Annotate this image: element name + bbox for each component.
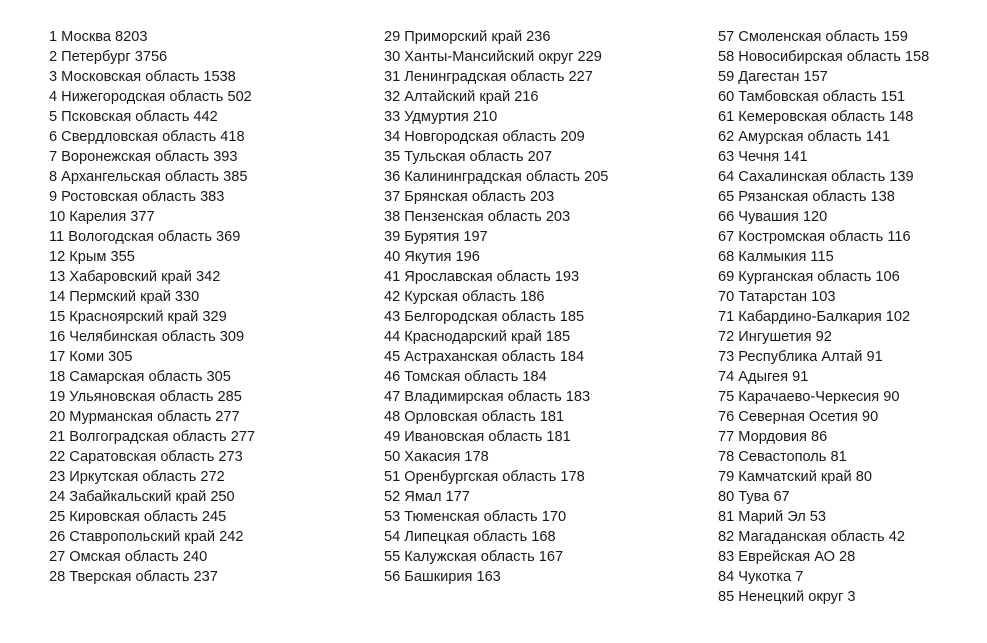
list-item: 4 Нижегородская область 502 — [49, 89, 252, 105]
list-item: 45 Астраханская область 184 — [384, 349, 585, 365]
list-item: 37 Брянская область 203 — [384, 189, 555, 205]
list-item: 17 Коми 305 — [49, 349, 133, 365]
list-item: 49 Ивановская область 181 — [384, 429, 571, 445]
list-item: 73 Республика Алтай 91 — [718, 349, 883, 365]
list-item: 12 Крым 355 — [49, 249, 135, 265]
list-item: 52 Ямал 177 — [384, 489, 470, 505]
list-item: 68 Калмыкия 115 — [718, 249, 834, 265]
list-item: 34 Новгородская область 209 — [384, 129, 585, 145]
list-item: 65 Рязанская область 138 — [718, 189, 895, 205]
list-item: 14 Пермский край 330 — [49, 289, 200, 305]
list-item: 74 Адыгея 91 — [718, 369, 809, 385]
list-item: 85 Ненецкий округ 3 — [718, 589, 856, 605]
list-item: 38 Пензенская область 203 — [384, 209, 571, 225]
list-item: 2 Петербург 3756 — [49, 49, 168, 65]
list-item: 26 Ставропольский край 242 — [49, 529, 244, 545]
list-item: 16 Челябинская область 309 — [49, 329, 245, 345]
list-item: 71 Кабардино-Балкария 102 — [718, 309, 911, 325]
list-item: 24 Забайкальский край 250 — [49, 489, 235, 505]
list-item: 60 Тамбовская область 151 — [718, 89, 906, 105]
list-item: 36 Калининградская область 205 — [384, 169, 609, 185]
list-item: 63 Чечня 141 — [718, 149, 808, 165]
list-item: 81 Марий Эл 53 — [718, 509, 827, 525]
list-item: 79 Камчатский край 80 — [718, 469, 872, 485]
list-item: 27 Омская область 240 — [49, 549, 208, 565]
list-item: 3 Московская область 1538 — [49, 69, 236, 85]
list-item: 20 Мурманская область 277 — [49, 409, 240, 425]
list-item: 59 Дагестан 157 — [718, 69, 828, 85]
list-item: 76 Северная Осетия 90 — [718, 409, 879, 425]
list-item: 5 Псковская область 442 — [49, 109, 218, 125]
list-item: 44 Краснодарский край 185 — [384, 329, 571, 345]
list-item: 77 Мордовия 86 — [718, 429, 828, 445]
list-item: 25 Кировская область 245 — [49, 509, 227, 525]
list-item: 40 Якутия 196 — [384, 249, 480, 265]
list-item: 6 Свердловская область 418 — [49, 129, 245, 145]
list-column-3 — [718, 27, 929, 607]
list-item: 83 Еврейская АО 28 — [718, 549, 856, 565]
list-item: 10 Карелия 377 — [49, 209, 155, 225]
list-item: 66 Чувашия 120 — [718, 209, 828, 225]
list-item: 80 Тува 67 — [718, 489, 790, 505]
list-item: 72 Ингушетия 92 — [718, 329, 832, 345]
list-item: 11 Вологодская область 369 — [49, 229, 241, 245]
list-item: 28 Тверская область 237 — [49, 569, 218, 585]
list-item: 29 Приморский край 236 — [384, 29, 551, 45]
list-item: 51 Оренбургская область 178 — [384, 469, 585, 485]
list-item: 18 Самарская область 305 — [49, 369, 231, 385]
list-item: 50 Хакасия 178 — [384, 449, 489, 465]
list-item: 30 Ханты-Мансийский округ 229 — [384, 49, 602, 65]
list-item: 7 Воронежская область 393 — [49, 149, 238, 165]
list-item: 22 Саратовская область 273 — [49, 449, 243, 465]
list-item: 9 Ростовская область 383 — [49, 189, 225, 205]
list-item: 32 Алтайский край 216 — [384, 89, 539, 105]
list-item: 19 Ульяновская область 285 — [49, 389, 242, 405]
list-item: 69 Курганская область 106 — [718, 269, 900, 285]
list-item: 23 Иркутская область 272 — [49, 469, 225, 485]
list-item: 41 Ярославская область 193 — [384, 269, 580, 285]
list-item: 47 Владимирская область 183 — [384, 389, 591, 405]
list-item: 13 Хабаровский край 342 — [49, 269, 221, 285]
list-item: 64 Сахалинская область 139 — [718, 169, 914, 185]
list-item: 67 Костромская область 116 — [718, 229, 911, 245]
list-item: 58 Новосибирская область 158 — [718, 49, 930, 65]
list-item: 56 Башкирия 163 — [384, 569, 501, 585]
list-item: 33 Удмуртия 210 — [384, 109, 498, 125]
list-item: 21 Волгоградская область 277 — [49, 429, 256, 445]
list-item: 55 Калужская область 167 — [384, 549, 564, 565]
list-column-2 — [384, 27, 608, 587]
list-item: 61 Кемеровская область 148 — [718, 109, 914, 125]
list-column-1 — [49, 27, 255, 587]
list-item: 82 Магаданская область 42 — [718, 529, 905, 545]
list-item: 57 Смоленская область 159 — [718, 29, 908, 45]
list-item: 62 Амурская область 141 — [718, 129, 890, 145]
list-item: 35 Тульская область 207 — [384, 149, 552, 165]
list-item: 39 Бурятия 197 — [384, 229, 488, 245]
list-item: 46 Томская область 184 — [384, 369, 547, 385]
list-item: 54 Липецкая область 168 — [384, 529, 556, 545]
list-item: 31 Ленинградская область 227 — [384, 69, 593, 85]
list-item: 1 Москва 8203 — [49, 29, 148, 45]
list-item: 42 Курская область 186 — [384, 289, 545, 305]
list-item: 48 Орловская область 181 — [384, 409, 565, 425]
list-item: 84 Чукотка 7 — [718, 569, 804, 585]
list-item: 75 Карачаево-Черкесия 90 — [718, 389, 900, 405]
list-item: 8 Архангельская область 385 — [49, 169, 248, 185]
list-item: 43 Белгородская область 185 — [384, 309, 585, 325]
list-item: 78 Севастополь 81 — [718, 449, 847, 465]
list-item: 15 Красноярский край 329 — [49, 309, 227, 325]
list-item: 70 Татарстан 103 — [718, 289, 836, 305]
list-item: 53 Тюменская область 170 — [384, 509, 567, 525]
